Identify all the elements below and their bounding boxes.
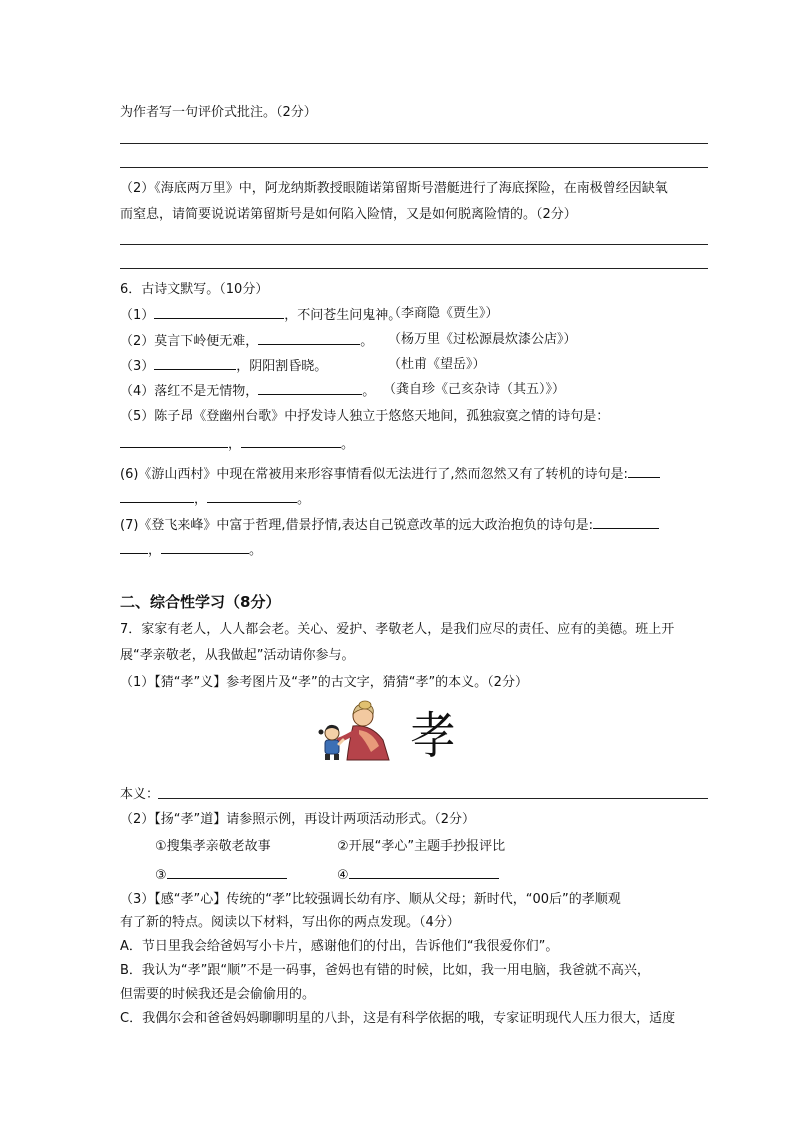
meaning-label: 本义：: [120, 787, 160, 802]
item-text: 。: [362, 384, 376, 399]
q6-item-1-source: （李商隐《贾生》）: [388, 306, 499, 321]
q6-item-4: [120, 381, 375, 401]
material-c-line1: C．我偶尔会和爸爸妈妈聊聊明星的八卦，这是有科学依据的哦，专家证明现代人压力很大，适度: [120, 1011, 676, 1026]
meaning-answer-line[interactable]: [158, 798, 708, 799]
item-text: （4）落红不是无情物，: [120, 384, 259, 399]
comma: ，: [228, 437, 242, 452]
item-text: (6)《游山西村》中现在常被用来形容事情看似无法进行了,然而忽然又有了转机的诗句是:: [120, 467, 628, 482]
elder-child-illustration: [313, 700, 395, 764]
item-number: （3）: [120, 359, 155, 374]
blank[interactable]: [167, 865, 287, 879]
item-text: （2）莫言下岭便无难，: [120, 334, 259, 349]
period: 。: [297, 492, 311, 507]
comma: ，: [194, 492, 208, 507]
option-number: ③: [155, 868, 167, 883]
q6-item-1: [120, 305, 401, 325]
q6-item-5-blanks: [120, 434, 354, 454]
material-b-line2: 但需要的时候我还是会偷偷用的。: [120, 987, 316, 1002]
q6-item-4-source: （龚自珍《己亥杂诗（其五）》）: [383, 382, 566, 397]
answer-line[interactable]: [120, 167, 708, 168]
q6-item-3-source: （杜甫《望岳》）: [388, 357, 486, 372]
answer-line[interactable]: [120, 143, 708, 144]
blank[interactable]: [241, 434, 341, 448]
activity-option-4: [337, 865, 499, 885]
item-text: ，阴阳割昏晓。: [236, 359, 328, 374]
q7-sub1: （1）【猜“孝”义】参考图片及“孝”的古文字，猜猜“孝”的本义。（2分）: [120, 675, 528, 690]
blank[interactable]: [207, 489, 297, 503]
q6-item-5: （5）陈子昂《登幽州台歌》中抒发诗人独立于悠悠天地间，孤独寂寞之情的诗句是：: [120, 409, 610, 424]
blank[interactable]: [120, 489, 194, 503]
q5-2-line1: （2）《海底两万里》中，阿龙纳斯教授眼随诺第留斯号潜艇进行了海底探险，在南极曾经因缺氧: [120, 181, 668, 196]
activity-option-1: ①搜集孝亲敬老故事: [155, 839, 271, 854]
meaning-row: [120, 786, 159, 804]
blank[interactable]: [628, 464, 660, 478]
activity-option-3: [155, 865, 287, 885]
blank[interactable]: [154, 356, 236, 370]
blank[interactable]: [258, 331, 360, 345]
q7-line2: 展“孝亲敬老，从我做起”活动请你参与。: [120, 648, 355, 663]
q6-item-7-blanks: [120, 540, 262, 560]
q6-item-6-blanks: [120, 489, 310, 509]
blank[interactable]: [349, 865, 499, 879]
material-a: A．节日里我会给爸妈写小卡片，感谢他们的付出，告诉他们“我很爱你们”。: [120, 939, 559, 954]
q7-line1: 7．家家有老人，人人都会老。关心、爱护、孝敬老人，是我们应尽的责任、应有的美德。班上开: [120, 622, 675, 637]
blank[interactable]: [258, 381, 362, 395]
item-text: (7)《登飞来峰》中富于哲理,借景抒情,表达自己锐意改革的远大政治抱负的诗句是:: [120, 518, 594, 533]
q6-item-7: [120, 515, 659, 535]
blank[interactable]: [593, 515, 659, 529]
period: 。: [341, 437, 355, 452]
q7-sub2: （2）【扬“孝”道】请参照示例，再设计两项活动形式。（2分）: [120, 812, 476, 827]
intro-line: 为作者写一句评价式批注。（2分）: [120, 105, 317, 120]
section-2-title: 二、综合性学习（8分）: [120, 593, 281, 611]
blank[interactable]: [154, 305, 284, 319]
item-number: （1）: [120, 308, 155, 323]
q6-item-3: [120, 356, 327, 376]
q6-item-6: [120, 464, 660, 484]
item-text: 。: [360, 334, 374, 349]
item-text: ，不问苍生问鬼神。: [284, 308, 402, 323]
comma: ，: [148, 543, 162, 558]
period: 。: [249, 543, 263, 558]
q6-item-2: [120, 331, 373, 351]
blank[interactable]: [120, 434, 228, 448]
q6-item-2-source: （杨万里《过松源晨炊漆公店》）: [388, 332, 577, 347]
ancient-xiao-character: 孝: [410, 707, 456, 765]
activity-option-2: ②开展“孝心”主题手抄报评比: [337, 839, 506, 854]
q6-title: 6．古诗文默写。（10分）: [120, 282, 269, 297]
answer-line[interactable]: [120, 244, 708, 245]
q7-sub3-line2: 有了新的特点。阅读以下材料，写出你的两点发现。（4分）: [120, 915, 460, 930]
q7-sub3-line1: （3）【感“孝”心】传统的“孝”比较强调长幼有序、顺从父母；新时代，“00后”的孝顺观: [120, 892, 621, 907]
material-b-line1: B．我认为“孝”跟“顺”不是一码事，爸妈也有错的时候，比如，我一用电脑，我爸就不高兴，: [120, 963, 650, 978]
option-number: ④: [337, 868, 349, 883]
q5-2-line2: 而窒息，请简要说说诺第留斯号是如何陷入险情，又是如何脱离险情的。（2分）: [120, 207, 577, 222]
blank[interactable]: [161, 540, 249, 554]
answer-line[interactable]: [120, 268, 708, 269]
blank[interactable]: [120, 540, 148, 554]
